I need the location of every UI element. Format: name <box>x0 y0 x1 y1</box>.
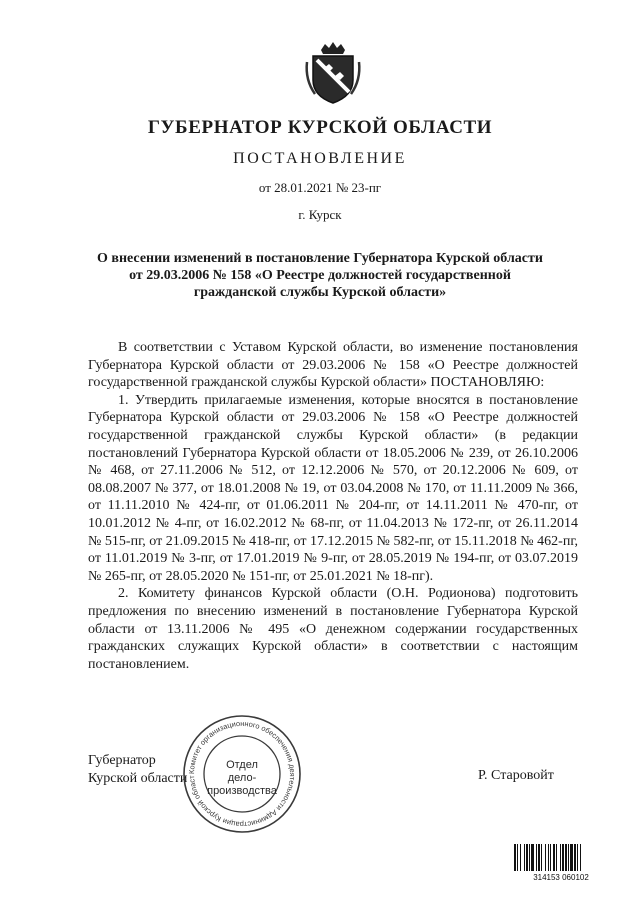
barcode-bar <box>565 844 567 871</box>
barcode-bars-icon <box>514 844 581 871</box>
barcode-bar <box>541 844 542 871</box>
barcode-bar <box>550 844 551 871</box>
barcode-bar <box>548 844 549 871</box>
barcode-bar <box>529 844 530 871</box>
barcode-bar <box>553 844 555 871</box>
barcode-bar <box>570 844 573 871</box>
barcode-bar <box>531 844 534 871</box>
barcode <box>512 842 610 882</box>
signatory-name: Р. Старовойт <box>478 768 554 783</box>
document-date-number: от 28.01.2021 № 23-пг <box>258 180 382 195</box>
barcode-number: 314153 060102 <box>533 873 589 882</box>
item-2-paragraph: 2. Комитету финансов Курской области (О.Н. Родионова) подготовить предложения по внесению изменений в постановление Губернатора Курской области от 13.11.2006 № 495 «О денежном содержании государственных гражданских служащих Курской области» в соответствии с настоящим постановлением. <box>88 586 578 672</box>
document-type: ПОСТАНОВЛЕНИЕ <box>233 150 407 167</box>
barcode-bar <box>538 844 540 871</box>
barcode-bar <box>526 844 528 871</box>
barcode-bar <box>520 844 521 871</box>
preamble-paragraph: В соответствии с Уставом Курской области, во изменение постановления Губернатора Курской области от 29.03.2006 № 158 «О Реестре должностей государственной гражданской службы Курской области» ПОСТАНОВЛЯЮ: <box>88 340 578 391</box>
office-stamp <box>180 712 304 836</box>
item-1-paragraph: 1. Утвердить прилагаемые изменения, которые вносятся в постановление Губернатора Курской области от 29.03.2006 № 158 «О Реестре должностей государственной гражданской службы Курской области» (в редакции постановлений Губернатора Курской области от 18.05.2006 № 239, от 26.10.2006 № 468, от 27.11.2006 № 512, от 12.12.2006 № 570, от 20.12.2006 № 609, от 08.08.2007 № 377, от 18.01.2008 № 19, от 03.04.2008 № 170, от 11.11.2009 № 366, от 11.11.2010 № 424-пг, от 01.06.2011 № 204-пг, от 14.11.2011 № 470-пг, от 10.01.2012 № 4-пг, от 16.02.2012 № 68-пг, от 11.04.2013 № 172-пг, от 26.11.2014 № 515-пг, от 21.09.2015 № 418-пг, от 17.12.2015 № 582-пг, от 15.11.2018 № 462-пг, от 11.01.2019 № 3-пг, от 17.01.2019 № 9-пг, от 28.05.2019 № 194-пг, от 03.07.2019 № 265-пг, от 28.05.2020 № 151-пг, от 25.01.2021 № 18-пг). <box>88 392 578 584</box>
stamp-line: дело- <box>227 772 257 784</box>
barcode-bar <box>524 844 525 871</box>
subject-line: от 29.03.2006 № 158 «О Реестре должностей государственной <box>129 268 511 283</box>
barcode-bar <box>577 844 578 871</box>
subject-line: О внесении изменений в постановление Губернатора Курской области <box>97 251 543 266</box>
barcode-bar <box>536 844 537 871</box>
barcode-bar <box>556 844 557 871</box>
signatory-title-line: Курской области <box>88 771 188 786</box>
barcode-bar <box>514 844 516 871</box>
document-city: г. Курск <box>298 207 342 222</box>
stamp-line: Отдел <box>226 759 258 771</box>
barcode-bar <box>574 844 576 871</box>
coat-of-arms-icon <box>303 40 363 106</box>
barcode-bar <box>517 844 518 871</box>
barcode-bar <box>568 844 569 871</box>
stamp-ring-text: Комитет организационного обеспечения деятельности Администрации Курской област <box>186 718 298 830</box>
barcode-bar <box>545 844 546 871</box>
barcode-bar <box>560 844 561 871</box>
subject-line: гражданской службы Курской области» <box>193 285 447 300</box>
barcode-bar <box>580 844 581 871</box>
document-subject <box>60 250 580 301</box>
signatory-title-line: Губернатор <box>88 753 156 768</box>
document-body <box>88 339 578 673</box>
signatory-title <box>88 752 187 788</box>
stamp-line: производства <box>207 785 277 797</box>
barcode-bar <box>562 844 564 871</box>
issuing-authority: ГУБЕРНАТОР КУРСКОЙ ОБЛАСТИ <box>147 117 493 138</box>
